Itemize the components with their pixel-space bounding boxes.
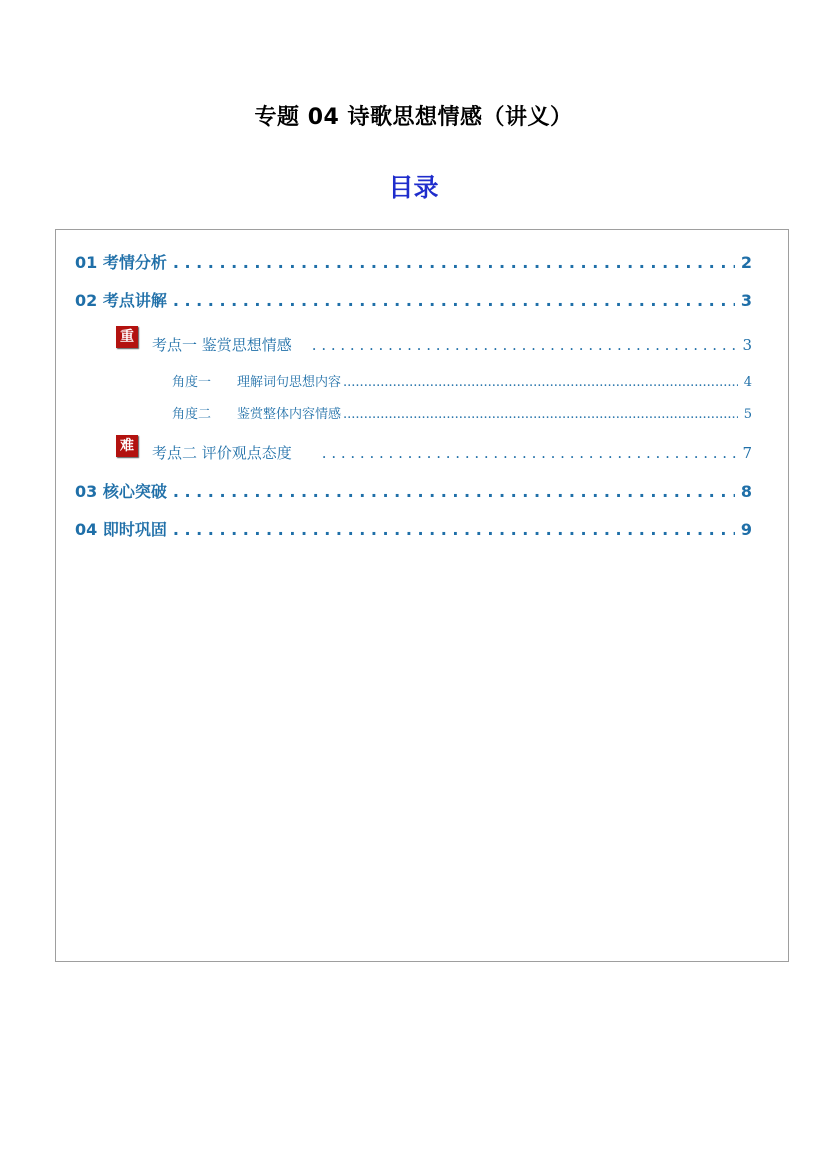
difficult-badge-icon: 难 [116, 435, 138, 457]
toc-item-label: 02 考点讲解 [75, 291, 167, 310]
toc-item-consolidation[interactable] [75, 517, 752, 540]
important-badge-icon: 重 [116, 326, 138, 348]
leader-dots [173, 482, 735, 501]
toc-item-label: 鉴赏整体内容情感 [237, 407, 342, 422]
toc-item-label: 03 核心突破 [75, 482, 167, 501]
toc-item-angle: 角度二 [172, 407, 212, 422]
toc-page-number: 2 [740, 253, 752, 272]
toc-item-label: 理解词句思想内容 [237, 375, 342, 390]
toc-item-angle-two[interactable] [172, 403, 752, 422]
table-of-contents [55, 229, 789, 962]
toc-item-label: 01 考情分析 [75, 253, 167, 272]
leader-dots [173, 253, 735, 272]
leader-dots [343, 375, 738, 390]
toc-item-key-points[interactable] [75, 288, 752, 311]
document-title: 专题 04 诗歌思想情感（讲义） [254, 105, 573, 130]
toc-page-number: 3 [740, 291, 752, 310]
leader-dots [173, 520, 735, 539]
toc-item-point-one[interactable] [152, 334, 752, 355]
leader-dots [312, 336, 737, 354]
toc-item-angle: 角度一 [172, 375, 212, 390]
toc-heading: 目录 [388, 173, 439, 202]
toc-page-number: 3 [742, 336, 752, 354]
toc-item-angle-one[interactable] [172, 371, 752, 390]
leader-dots [322, 444, 737, 462]
toc-page-number: 5 [743, 407, 752, 422]
toc-page-number: 7 [742, 444, 752, 462]
toc-page-number: 9 [740, 520, 752, 539]
toc-page-number: 4 [743, 375, 752, 390]
toc-page-number: 8 [740, 482, 752, 501]
leader-dots [173, 291, 735, 310]
leader-dots [343, 407, 738, 422]
toc-item-label: 04 即时巩固 [75, 520, 167, 539]
toc-item-point-two[interactable] [152, 442, 752, 463]
toc-item-exam-analysis[interactable] [75, 250, 752, 273]
toc-item-core-breakthrough[interactable] [75, 479, 752, 502]
toc-item-label: 考点一 鉴赏思想情感 [152, 336, 292, 354]
toc-item-label: 考点二 评价观点态度 [152, 444, 292, 462]
